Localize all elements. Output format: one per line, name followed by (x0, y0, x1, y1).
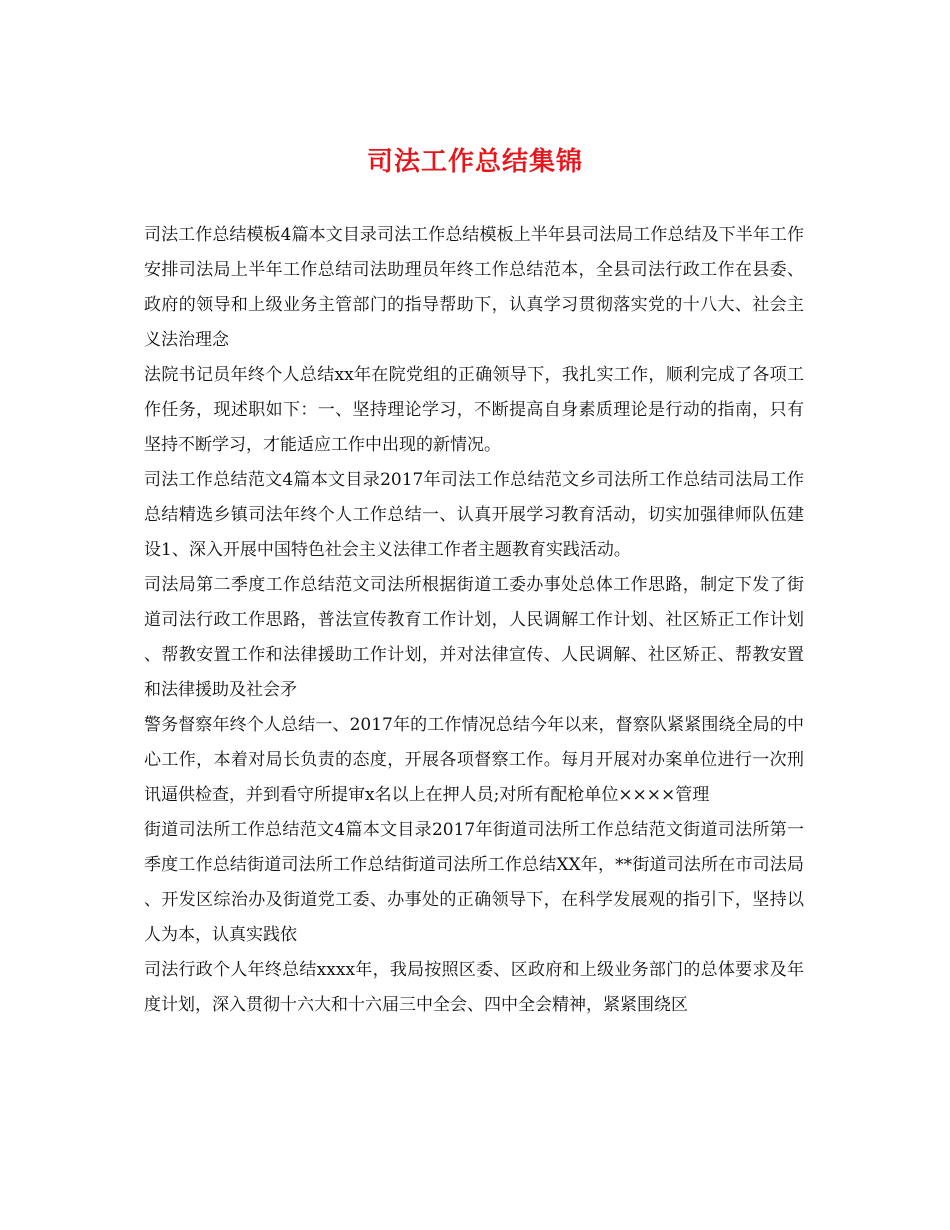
paragraph-7: 司法行政个人年终总结xxxx年，我局按照区委、区政府和上级业务部门的总体要求及年度计划，深入贯彻十六大和十六届三中全会、四中全会精神，紧紧围绕区 (144, 960, 804, 1015)
document-body (144, 218, 804, 1023)
paragraph-2: 法院书记员年终个人总结xx年在院党组的正确领导下，我扎实工作，顺利完成了各项工作任务，现述职如下：一、坚持理论学习，不断提高自身素质理论是行动的指南，只有坚持不断学习，才能适应工作中出现的新情况。 (144, 365, 804, 455)
document-title: 司法工作总结集锦 (366, 147, 583, 177)
paragraph-5: 警务督察年终个人总结一、2017年的工作情况总结今年以来，督察队紧紧围绕全局的中心工作，本着对局长负责的态度，开展各项督察工作。每月开展对办案单位进行一次刑讯逼供检查，并到看守所提审x名以上在押人员;对所有配枪单位××××管理 (144, 715, 804, 805)
paragraph-4: 司法局第二季度工作总结范文司法所根据街道工委办事处总体工作思路，制定下发了街道司法行政工作思路，普法宣传教育工作计划，人民调解工作计划、社区矫正工作计划、帮教安置工作和法律援助工作计划，并对法律宣传、人民调解、社区矫正、帮教安置和法律援助及社会矛 (144, 575, 804, 700)
paragraph-1: 司法工作总结模板4篇本文目录司法工作总结模板上半年县司法局工作总结及下半年工作安排司法局上半年工作总结司法助理员年终工作总结范本，全县司法行政工作在县委、政府的领导和上级业务主管部门的指导帮助下，认真学习贯彻落实党的十八大、社会主义法治理念 (144, 225, 804, 350)
paragraph-6: 街道司法所工作总结范文4篇本文目录2017年街道司法所工作总结范文街道司法所第一季度工作总结街道司法所工作总结街道司法所工作总结XX年，**街道司法所在市司法局、开发区综治办及街道党工委、办事处的正确领导下，在科学发展观的指引下，坚持以人为本，认真实践依 (144, 820, 804, 945)
paragraph-3: 司法工作总结范文4篇本文目录2017年司法工作总结范文乡司法所工作总结司法局工作总结精选乡镇司法年终个人工作总结一、认真开展学习教育活动，切实加强律师队伍建设1、深入开展中国特色社会主义法律工作者主题教育实践活动。 (144, 470, 804, 560)
